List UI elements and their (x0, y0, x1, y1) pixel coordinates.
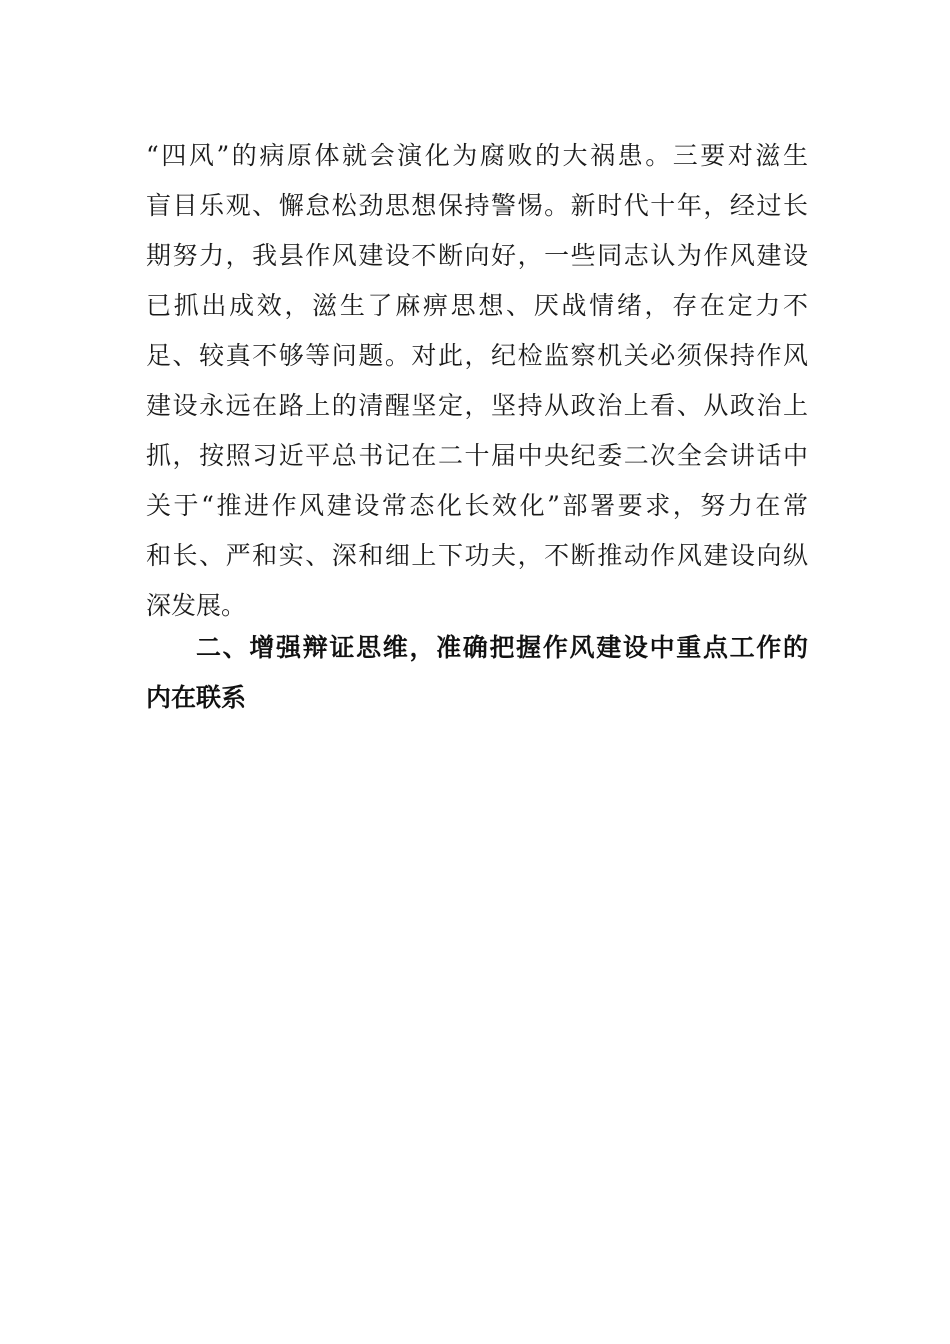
paragraph-line: 关于“推进作风建设常态化长效化”部署要求，努力在常 (146, 491, 808, 520)
paragraph-line: 足、较真不够等问题。对此，纪检监察机关必须保持作风 (146, 341, 808, 370)
section-heading-line: 二、增强辩证思维，准确把握作风建设中重点工作的 (196, 633, 808, 662)
paragraph-line: 深发展。 (146, 591, 247, 620)
paragraph-line: 盲目乐观、懈怠松劲思想保持警惕。新时代十年，经过长 (146, 191, 808, 220)
section-heading (146, 623, 808, 723)
paragraph-line: 和长、严和实、深和细上下功夫，不断推动作风建设向纵 (146, 541, 808, 570)
paragraph-line: 已抓出成效，滋生了麻痹思想、厌战情绪，存在定力不 (146, 291, 808, 320)
paragraph-line: “四风”的病原体就会演化为腐败的大祸患。三要对滋生 (146, 141, 808, 170)
body-paragraph (146, 131, 808, 631)
paragraph-line: 期努力，我县作风建设不断向好，一些同志认为作风建设 (146, 241, 808, 270)
paragraph-line: 建设永远在路上的清醒坚定，坚持从政治上看、从政治上 (146, 391, 808, 420)
section-heading-line: 内在联系 (146, 683, 247, 712)
paragraph-line: 抓，按照习近平总书记在二十届中央纪委二次全会讲话中 (146, 441, 808, 470)
